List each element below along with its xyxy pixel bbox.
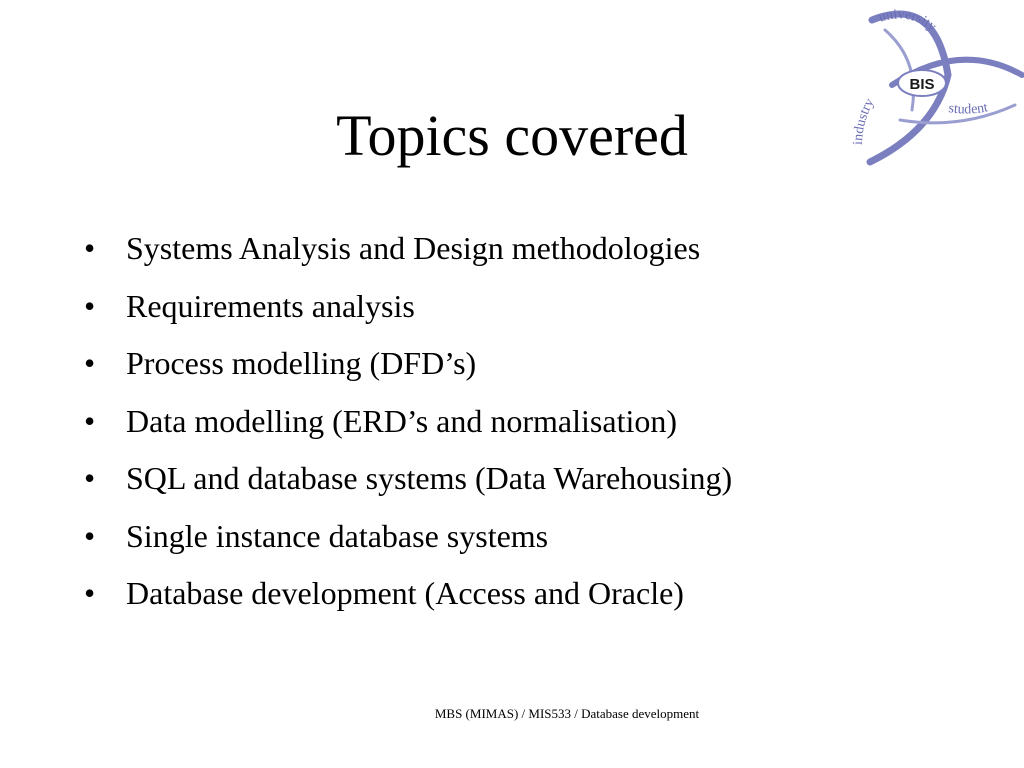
logo-label-university: university — [876, 7, 940, 35]
list-item-text: Process modelling (DFD’s) — [126, 345, 477, 381]
topic-list — [84, 220, 964, 623]
list-item-text: Systems Analysis and Design methodologies — [126, 230, 701, 266]
list-item — [84, 278, 964, 336]
list-item — [84, 335, 964, 393]
slide-footer: MBS (MIMAS) / MIS533 / Database development — [434, 706, 700, 721]
bullet-icon: • — [84, 230, 96, 266]
logo-center-text: BIS — [909, 76, 935, 93]
logo-label-student: student — [947, 100, 990, 118]
list-item — [84, 393, 964, 451]
list-item-text: SQL and database systems (Data Warehousing) — [126, 460, 733, 496]
list-item — [84, 508, 964, 566]
logo-label-industry: industry — [850, 96, 878, 146]
bullet-icon: • — [84, 287, 96, 324]
bullet-icon: • — [84, 345, 96, 381]
bullet-icon: • — [84, 402, 96, 439]
bullet-icon: • — [84, 517, 96, 554]
list-item — [84, 565, 964, 623]
list-item-text: Single instance database systems — [126, 517, 549, 554]
list-item-text: Requirements analysis — [126, 287, 415, 324]
list-item — [84, 450, 964, 508]
list-item-text: Database development (Access and Oracle) — [126, 575, 684, 611]
list-item — [84, 220, 964, 278]
bullet-icon: • — [84, 460, 96, 496]
slide-title: Topics covered — [336, 103, 688, 168]
bullet-icon: • — [84, 575, 96, 611]
list-item-text: Data modelling (ERD’s and normalisation) — [126, 402, 677, 439]
